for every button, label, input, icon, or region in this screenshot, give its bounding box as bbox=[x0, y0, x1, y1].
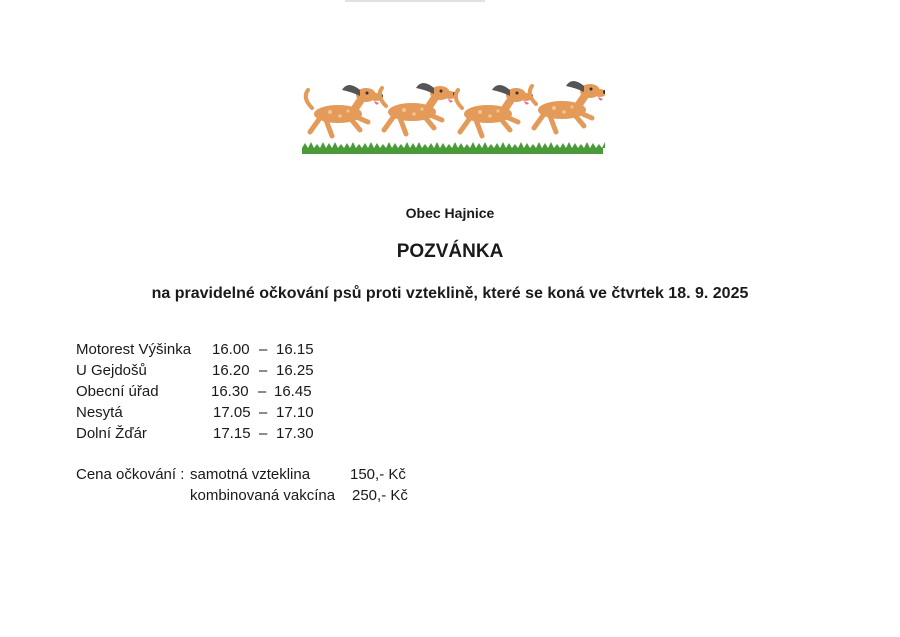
schedule-time-from: 16.00 bbox=[212, 341, 250, 358]
vaccination-prices bbox=[76, 466, 416, 508]
schedule-location: Dolní Žďár bbox=[76, 425, 147, 442]
price-amount: 250,- Kč bbox=[352, 487, 408, 504]
price-type: kombinovaná vakcína bbox=[190, 487, 336, 504]
price-row bbox=[76, 487, 416, 508]
schedule-row bbox=[76, 341, 376, 362]
price-row bbox=[76, 466, 416, 487]
schedule-dash: – bbox=[258, 383, 267, 400]
price-amount: 150,- Kč bbox=[350, 466, 406, 483]
schedule-time-to: 17.30 bbox=[276, 425, 314, 442]
top-edge-line bbox=[345, 0, 485, 2]
running-dogs-on-grass-icon bbox=[300, 76, 605, 158]
schedule-dash: – bbox=[259, 362, 268, 379]
schedule-row bbox=[76, 404, 376, 425]
schedule-time-to: 17.10 bbox=[276, 404, 314, 421]
schedule-location: Motorest Výšinka bbox=[76, 341, 192, 358]
schedule-time-from: 16.30 bbox=[211, 383, 249, 400]
price-label: Cena očkování : bbox=[76, 466, 185, 483]
schedule-time-from: 17.15 bbox=[213, 425, 251, 442]
schedule-dash: – bbox=[259, 404, 268, 421]
schedule-dash: – bbox=[259, 341, 268, 358]
schedule-time-to: 16.45 bbox=[274, 383, 312, 400]
schedule-dash: – bbox=[259, 425, 268, 442]
schedule-row bbox=[76, 383, 376, 404]
schedule-location: U Gejdošů bbox=[76, 362, 147, 379]
organization-name: Obec Hajnice bbox=[405, 205, 495, 221]
schedule-time-from: 17.05 bbox=[213, 404, 251, 421]
schedule-time-from: 16.20 bbox=[212, 362, 250, 379]
price-type: samotná vzteklina bbox=[190, 466, 311, 483]
schedule-location: Obecní úřad bbox=[76, 383, 159, 400]
schedule-time-to: 16.25 bbox=[276, 362, 314, 379]
schedule-row bbox=[76, 362, 376, 383]
running-dogs-illustration bbox=[300, 76, 605, 158]
schedule-location: Nesytá bbox=[76, 404, 123, 421]
document-subtitle: na pravidelné očkování psů proti vzteklině, které se koná ve čtvrtek 18. 9. 2025 bbox=[151, 285, 749, 302]
document-title: POZVÁNKA bbox=[396, 241, 504, 262]
schedule-time-to: 16.15 bbox=[276, 341, 314, 358]
schedule-row bbox=[76, 425, 376, 446]
vaccination-schedule bbox=[76, 341, 376, 446]
